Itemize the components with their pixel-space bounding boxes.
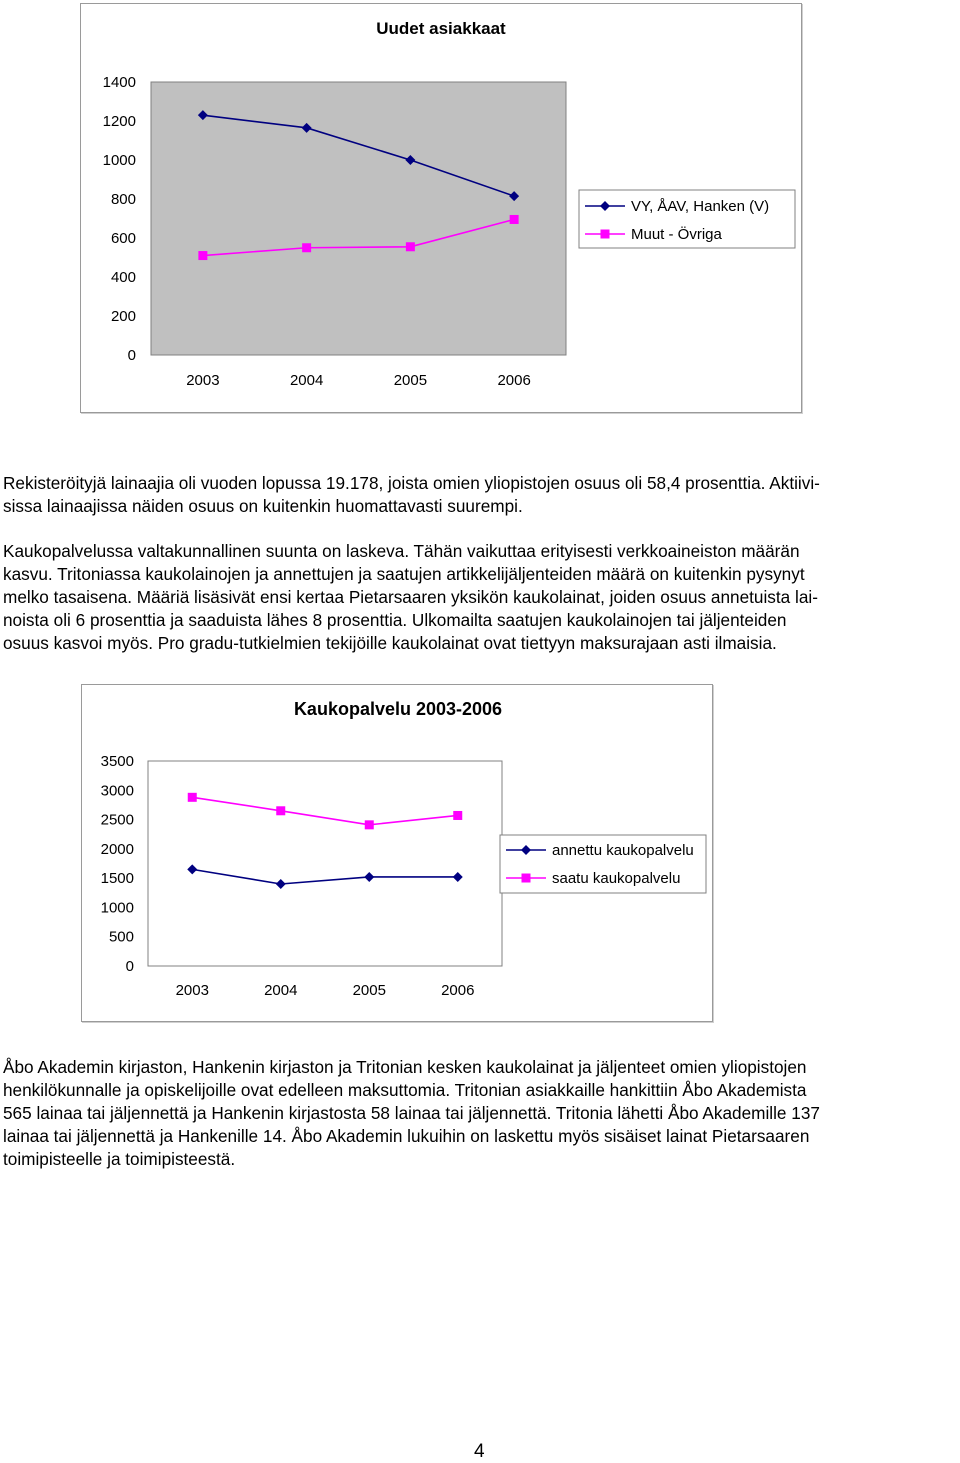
y-tick-label: 1200 [102,113,136,130]
y-tick-label: 200 [110,308,136,325]
text-line: Kaukopalvelussa valtakunnallinen suunta on laskeva. Tähän vaikuttaa erityisesti verkkoaineiston määrän [3,541,800,561]
plot-area [148,761,502,966]
y-tick-label: 600 [110,230,136,247]
text-line: kasvu. Tritoniassa kaukolainojen ja annettujen ja saatujen artikkelijäljenteiden määrä on kuitenkin pysynyt [3,564,805,584]
data-point [302,243,311,252]
x-tick-label: 2003 [186,372,220,389]
legend-label: Muut - Övriga [631,226,722,243]
legend-marker [522,874,531,883]
y-tick-label: 1400 [102,74,136,91]
legend-label: VY, ÅAV, Hanken (V) [631,198,770,215]
paragraph-free-loans [3,1056,957,1171]
y-tick-label: 0 [127,347,136,364]
y-tick-label: 2000 [100,840,134,858]
data-point [510,215,519,224]
text-line: noista oli 6 prosenttia ja saaduista lähes 8 prosenttia. Ulkomailta saatujen kaukolainojen tai jäljenteiden [3,610,787,630]
text-line: 565 lainaa tai jäljennettä ja Hankenin kirjastosta 58 lainaa tai jäljennettä. Tritonia lähetti Åbo Akademille 137 [3,1103,820,1123]
y-tick-label: 0 [125,958,134,975]
text-line: sissa lainaajissa näiden osuus on kuitenkin huomattavasti suurempi. [3,496,523,516]
y-tick-label: 1000 [102,152,136,169]
x-tick-label: 2006 [497,372,531,389]
interlibrary-loan-chart-svg [82,685,712,1021]
x-tick-label: 2005 [393,372,428,389]
y-tick-label: 3500 [100,753,134,770]
text-line: melko tasaisena. Määriä lisäsivät ensi kertaa Pietarsaaren yksikön kaukolainat, joiden osuus annetuista lai- [3,587,818,607]
legend-marker [601,230,610,239]
chart-title: Uudet asiakkaat [376,19,506,38]
x-tick-label: 2005 [352,982,386,999]
y-tick-label: 2500 [100,811,134,829]
new-customers-chart [80,3,802,413]
y-tick-label: 1500 [100,870,134,888]
data-point [453,811,462,820]
data-point [276,806,285,815]
new-customers-chart-svg [81,4,801,412]
page-number: 4 [474,1441,485,1462]
y-tick-label: 500 [108,928,134,946]
text-line: toimipisteelle ja toimipisteestä. [3,1149,236,1169]
x-tick-label: 2004 [289,372,324,389]
data-point [198,251,207,260]
text-line: Åbo Akademin kirjaston, Hankenin kirjaston ja Tritonian kesken kaukolainat ja jäljenteet omien yliopistojen [3,1057,807,1077]
x-tick-label: 2006 [441,982,475,999]
y-tick-label: 800 [110,191,136,208]
plot-area [151,82,566,355]
data-point [406,242,415,251]
x-tick-label: 2003 [175,982,209,999]
y-tick-label: 3000 [100,782,134,800]
data-point [365,820,374,829]
y-tick-label: 400 [110,269,136,286]
data-point [188,793,197,802]
text-line: osuus kasvoi myös. Pro gradu-tutkielmien tekijöille kaukolainat ovat tiettyyn maksurajaan asti ilmaisia. [3,633,777,653]
legend-label: saatu kaukopalvelu [552,870,681,887]
x-tick-label: 2004 [264,982,298,999]
interlibrary-loan-chart [81,684,713,1022]
paragraph-registered-borrowers [3,472,957,518]
text-line: lainaa tai jäljennettä ja Hankenille 14. Åbo Akademin lukuihin on laskettu myös sisäiset lainat Pietarsaaren [3,1126,810,1146]
paragraph-interlibrary-loans [3,540,957,655]
text-line: henkilökunnalle ja opiskelijoille ovat edelleen maksuttomia. Tritonian asiakkaille hankittiin Åbo Akademista [3,1080,807,1100]
text-line: Rekisteröityjä lainaajia oli vuoden lopussa 19.178, joista omien yliopistojen osuus oli 58,4 prosenttia. Aktiivi- [3,473,820,493]
chart-title: Kaukopalvelu 2003-2006 [293,699,503,719]
y-tick-label: 1000 [100,899,134,917]
legend-label: annettu kaukopalvelu [552,842,694,859]
